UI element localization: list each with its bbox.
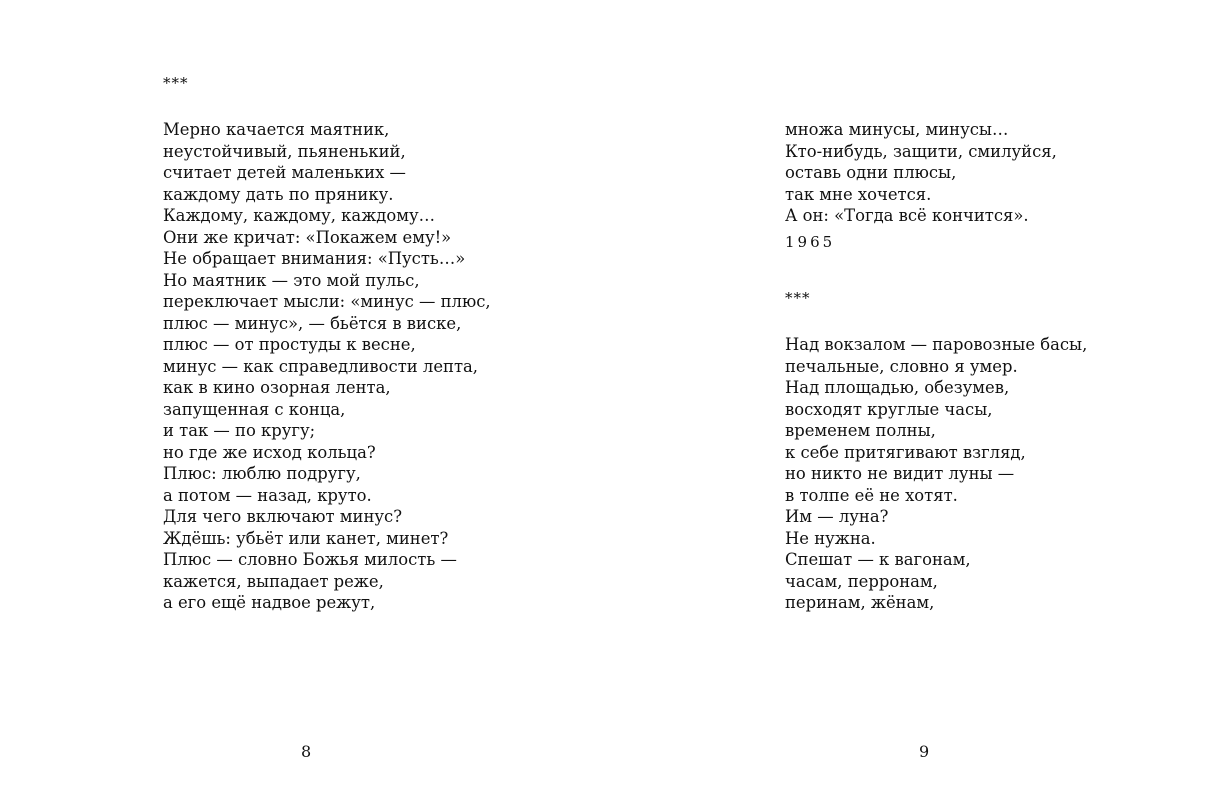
poem-line: и так — по кругу;: [163, 421, 316, 440]
poem-line: переключает мысли: «минус — плюс,: [163, 292, 491, 311]
poem-line: плюс — от простуды к весне,: [163, 335, 416, 354]
poem-line: неустойчивый, пьяненький,: [163, 141, 406, 161]
poem-line: Не нужна.: [785, 528, 876, 548]
poem-text: [785, 334, 1087, 614]
poem-line: Ждёшь: убьёт или канет, минет?: [163, 528, 449, 548]
poem-line: Для чего включают минус?: [163, 507, 403, 526]
poem-line: запущенная с конца,: [163, 399, 346, 419]
poem-line: Мерно качается маятник,: [163, 120, 390, 139]
poem-line: перинам, жёнам,: [785, 593, 935, 612]
poem-date: 1965: [785, 233, 836, 251]
poem-line: так мне хочется.: [785, 184, 932, 204]
poem-line: к себе притягивают взгляд,: [785, 442, 1026, 462]
poem-line: Не обращает внимания: «Пусть…»: [163, 249, 466, 268]
poem-line: считает детей маленьких —: [163, 163, 406, 182]
poem-line: восходят круглые часы,: [785, 399, 993, 419]
page-number: 9: [919, 742, 930, 761]
poem-line: часам, перронам,: [785, 571, 938, 591]
poem-line: Они же кричат: «Покажем ему!»: [163, 227, 452, 247]
right-page: [615, 0, 1230, 800]
poem-line: в толпе её не хотят.: [785, 485, 958, 505]
poem-line: временем полны,: [785, 421, 936, 440]
poem-text: [163, 119, 491, 614]
page-number: 8: [301, 742, 312, 761]
poem-line: Спешат — к вагонам,: [785, 550, 971, 569]
poem-line: А он: «Тогда всё кончится».: [785, 206, 1029, 225]
poem-separator: ***: [163, 74, 189, 92]
poem-line: Плюс — словно Божья милость —: [163, 550, 457, 569]
poem-line: минус — как справедливости лепта,: [163, 356, 478, 376]
poem-separator: ***: [785, 289, 811, 307]
poem-line: Каждому, каждому, каждому…: [163, 206, 436, 225]
poem-line: Им — луна?: [785, 507, 889, 526]
poem-line: печальные, словно я умер.: [785, 356, 1018, 376]
poem-line: а потом — назад, круто.: [163, 485, 372, 505]
poem-line: Но маятник — это мой пульс,: [163, 270, 420, 290]
poem-line: Кто-нибудь, защити, смилуйся,: [785, 141, 1057, 161]
poem-line: множа минусы, минусы…: [785, 120, 1009, 139]
poem-continuation: [785, 119, 1057, 227]
poem-line: оставь одни плюсы,: [785, 163, 957, 182]
poem-line: но никто не видит луны —: [785, 464, 1015, 483]
poem-line: каждому дать по прянику.: [163, 184, 394, 204]
poem-line: а его ещё надвое режут,: [163, 593, 376, 612]
poem-line: как в кино озорная лента,: [163, 378, 391, 397]
poem-line: но где же исход кольца?: [163, 442, 376, 462]
poem-line: Над вокзалом — паровозные басы,: [785, 335, 1088, 354]
poem-line: Над площадью, обезумев,: [785, 378, 1010, 397]
poem-line: кажется, выпадает реже,: [163, 571, 384, 591]
poem-line: Плюс: люблю подругу,: [163, 464, 361, 483]
poem-line: плюс — минус», — бьётся в виске,: [163, 313, 462, 333]
